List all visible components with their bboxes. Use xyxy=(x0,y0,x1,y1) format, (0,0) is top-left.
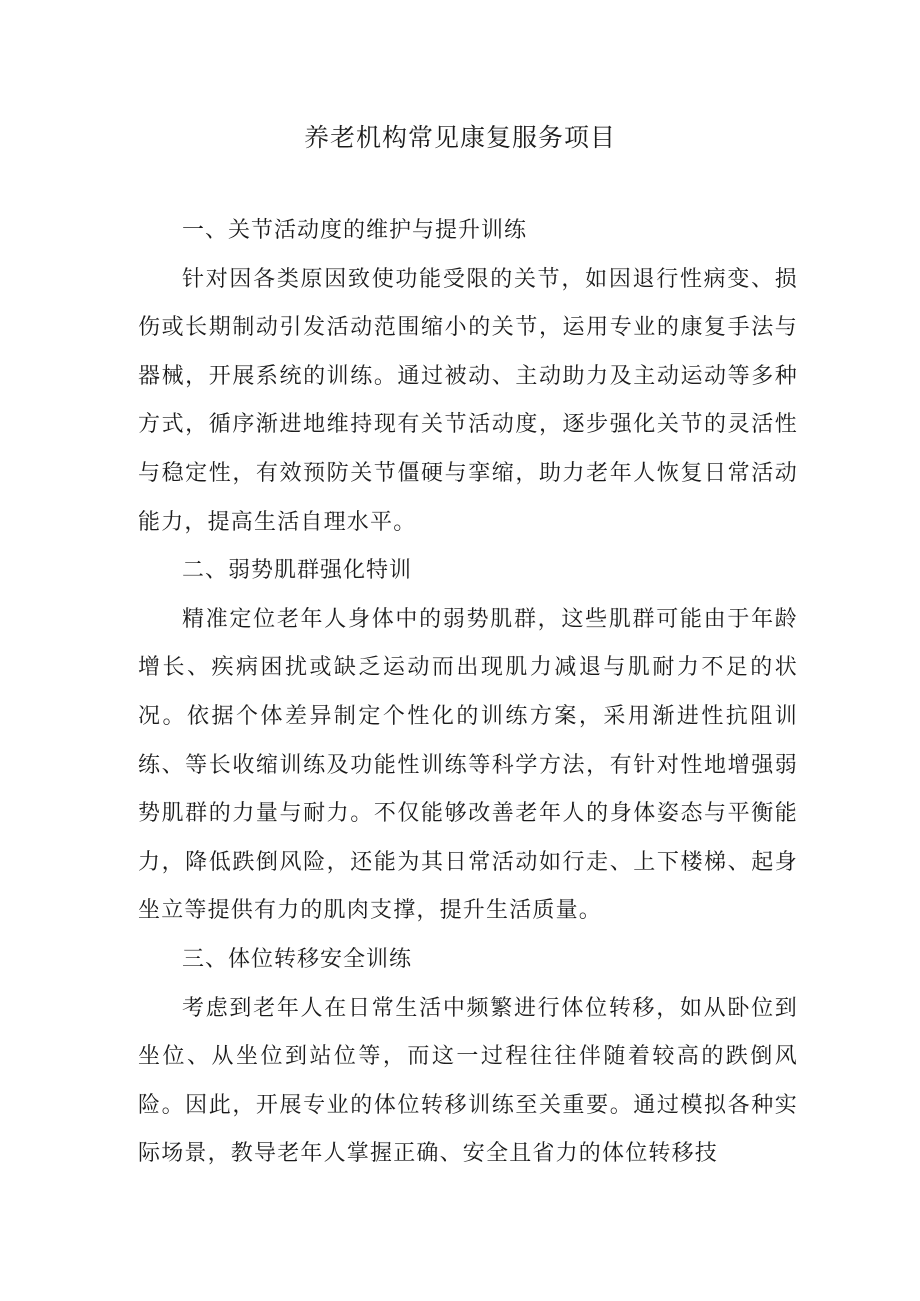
section-heading-3: 三、体位转移安全训练 xyxy=(182,946,413,972)
section-heading-1: 一、关节活动度的维护与提升训练 xyxy=(182,218,528,243)
section-paragraph-3: 考虑到老年人在日常生活中频繁进行体位转移，如从卧位到坐位、从坐位到站位等，而这一过程往往伴随着较高的跌倒风险。因此，开展专业的体位转移训练至关重要。通过模拟各种实际场景，教导老年人掌握正确、安全且省力的体位转移技 xyxy=(138,995,798,1167)
section-paragraph-2: 精准定位老年人身体中的弱势肌群，这些肌群可能由于年龄增长、疾病困扰或缺乏运动而出现肌力减退与肌耐力不足的状况。依据个体差异制定个性化的训练方案，采用渐进性抗阻训练、等长收缩训练及功能性训练等科学方法，有针对性地增强弱势肌群的力量与耐力。不仅能够改善老年人的身体姿态与平衡能力，降低跌倒风险，还能为其日常活动如行走、上下楼梯、起身坐立等提供有力的肌肉支撑，提升生活质量。 xyxy=(138,606,798,924)
section-paragraph-1: 针对因各类原因致使功能受限的关节，如因退行性病变、损伤或长期制动引发活动范围缩小的关节，运用专业的康复手法与器械，开展系统的训练。通过被动、主动助力及主动运动等多种方式，循序渐进地维持现有关节活动度，逐步强化关节的灵活性与稳定性，有效预防关节僵硬与挛缩，助力老年人恢复日常活动能力，提高生活自理水平。 xyxy=(138,266,798,535)
section-heading-2: 二、弱势肌群强化特训 xyxy=(182,558,413,584)
document-body xyxy=(138,207,798,1179)
page-title: 养老机构常见康复服务项目 xyxy=(303,123,616,152)
